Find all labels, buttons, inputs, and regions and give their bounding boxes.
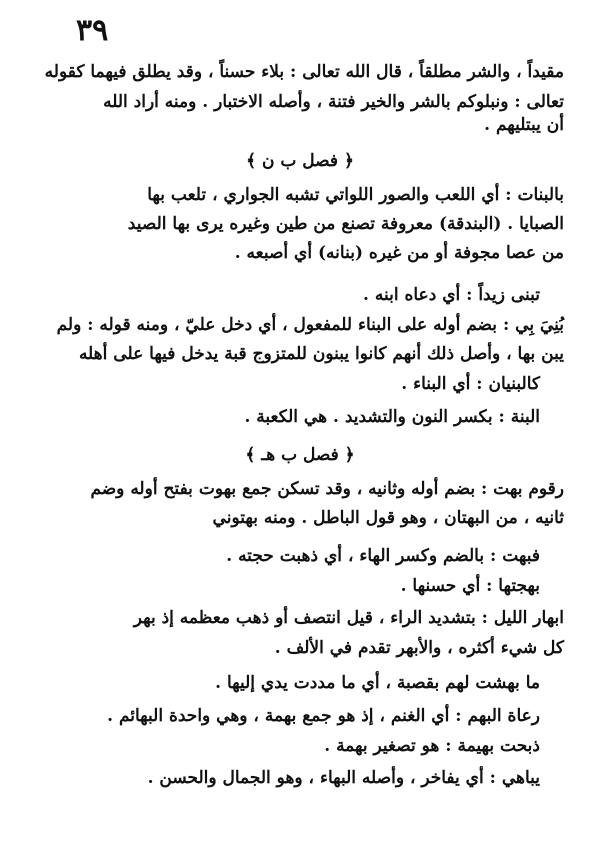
text-line: بُنِيَ بِي : بضم أوله على البناء للمفعول ، أي دخل عليّ ، ومنه قوله : ولم — [56, 315, 564, 335]
text-line: ثانيه ، من البهتان ، وهو قول الباطل . ومنه بهتوني — [212, 508, 564, 528]
text-line: مقيداً ، والشر مطلقاً ، قال الله تعالى : بلاء حسناً ، وقد يطلق فيهما كقوله — [44, 62, 564, 82]
page-number: ٣٩ — [76, 13, 109, 48]
section-heading: ﴿ فصل ب هـ ﴾ — [245, 445, 355, 465]
text-line: يباهي : أي يفاخر ، وأصله البهاء ، وهو الجمال والحسن . — [147, 768, 540, 788]
text-line: كل شيء أكثره ، والأبهر تقدم في الألف . — [274, 638, 564, 658]
text-line: فبهت : بالضم وكسر الهاء ، أي ذهبت حجته . — [226, 546, 540, 566]
text-line: رقوم بهت : بضم أوله وثانيه ، وقد تسكن جمع بهوت بفتح أوله وضم — [90, 479, 564, 499]
text-line: تبنى زيداً : أي دعاه ابنه . — [363, 285, 540, 305]
text-line: بهجتها : أي حسنها . — [400, 576, 540, 596]
text-line: ابهار الليل : بتشديد الراء ، قيل انتصف أو ذهب معظمه إذ بهر — [133, 608, 564, 628]
text-line: ما بهشت لهم بقصبة ، أي ما مددت يدي إليها . — [215, 673, 540, 693]
text-line: تعالى : ونبلوكم بالشر والخير فتنة ، وأصله الاختبار . ومنه أراد الله — [103, 92, 564, 112]
text-line: بالبنات : أي اللعب والصور اللواتي تشبه الجواري ، تلعب بها — [147, 185, 564, 205]
text-line: البنة : بكسر النون والتشديد . هي الكعبة . — [244, 407, 540, 427]
text-line: يبن بها ، وأصل ذلك أنهم كانوا يبنون للمتزوج قبة يدخل فيها على أهله — [78, 344, 564, 364]
text-line: رعاة البهم : أي الغنم ، إذ هو جمع بهمة ، وهي واحدة البهائم . — [107, 706, 540, 726]
text-line: من عصا مجوفة أو من غيره (بنانه) أي أصبعه . — [234, 243, 564, 263]
text-line: الصبايا . (البندقة) معروفة تصنع من طين وغيره يرى بها الصيد — [127, 214, 564, 234]
section-heading: ﴿ فصل ب ن ﴾ — [246, 151, 354, 171]
text-line: ذبحت بهيمة : هو تصغير بهمة . — [324, 736, 540, 756]
text-line: أن يبتليهم . — [484, 115, 564, 135]
text-line: كالبنيان : أي البناء . — [401, 374, 540, 394]
